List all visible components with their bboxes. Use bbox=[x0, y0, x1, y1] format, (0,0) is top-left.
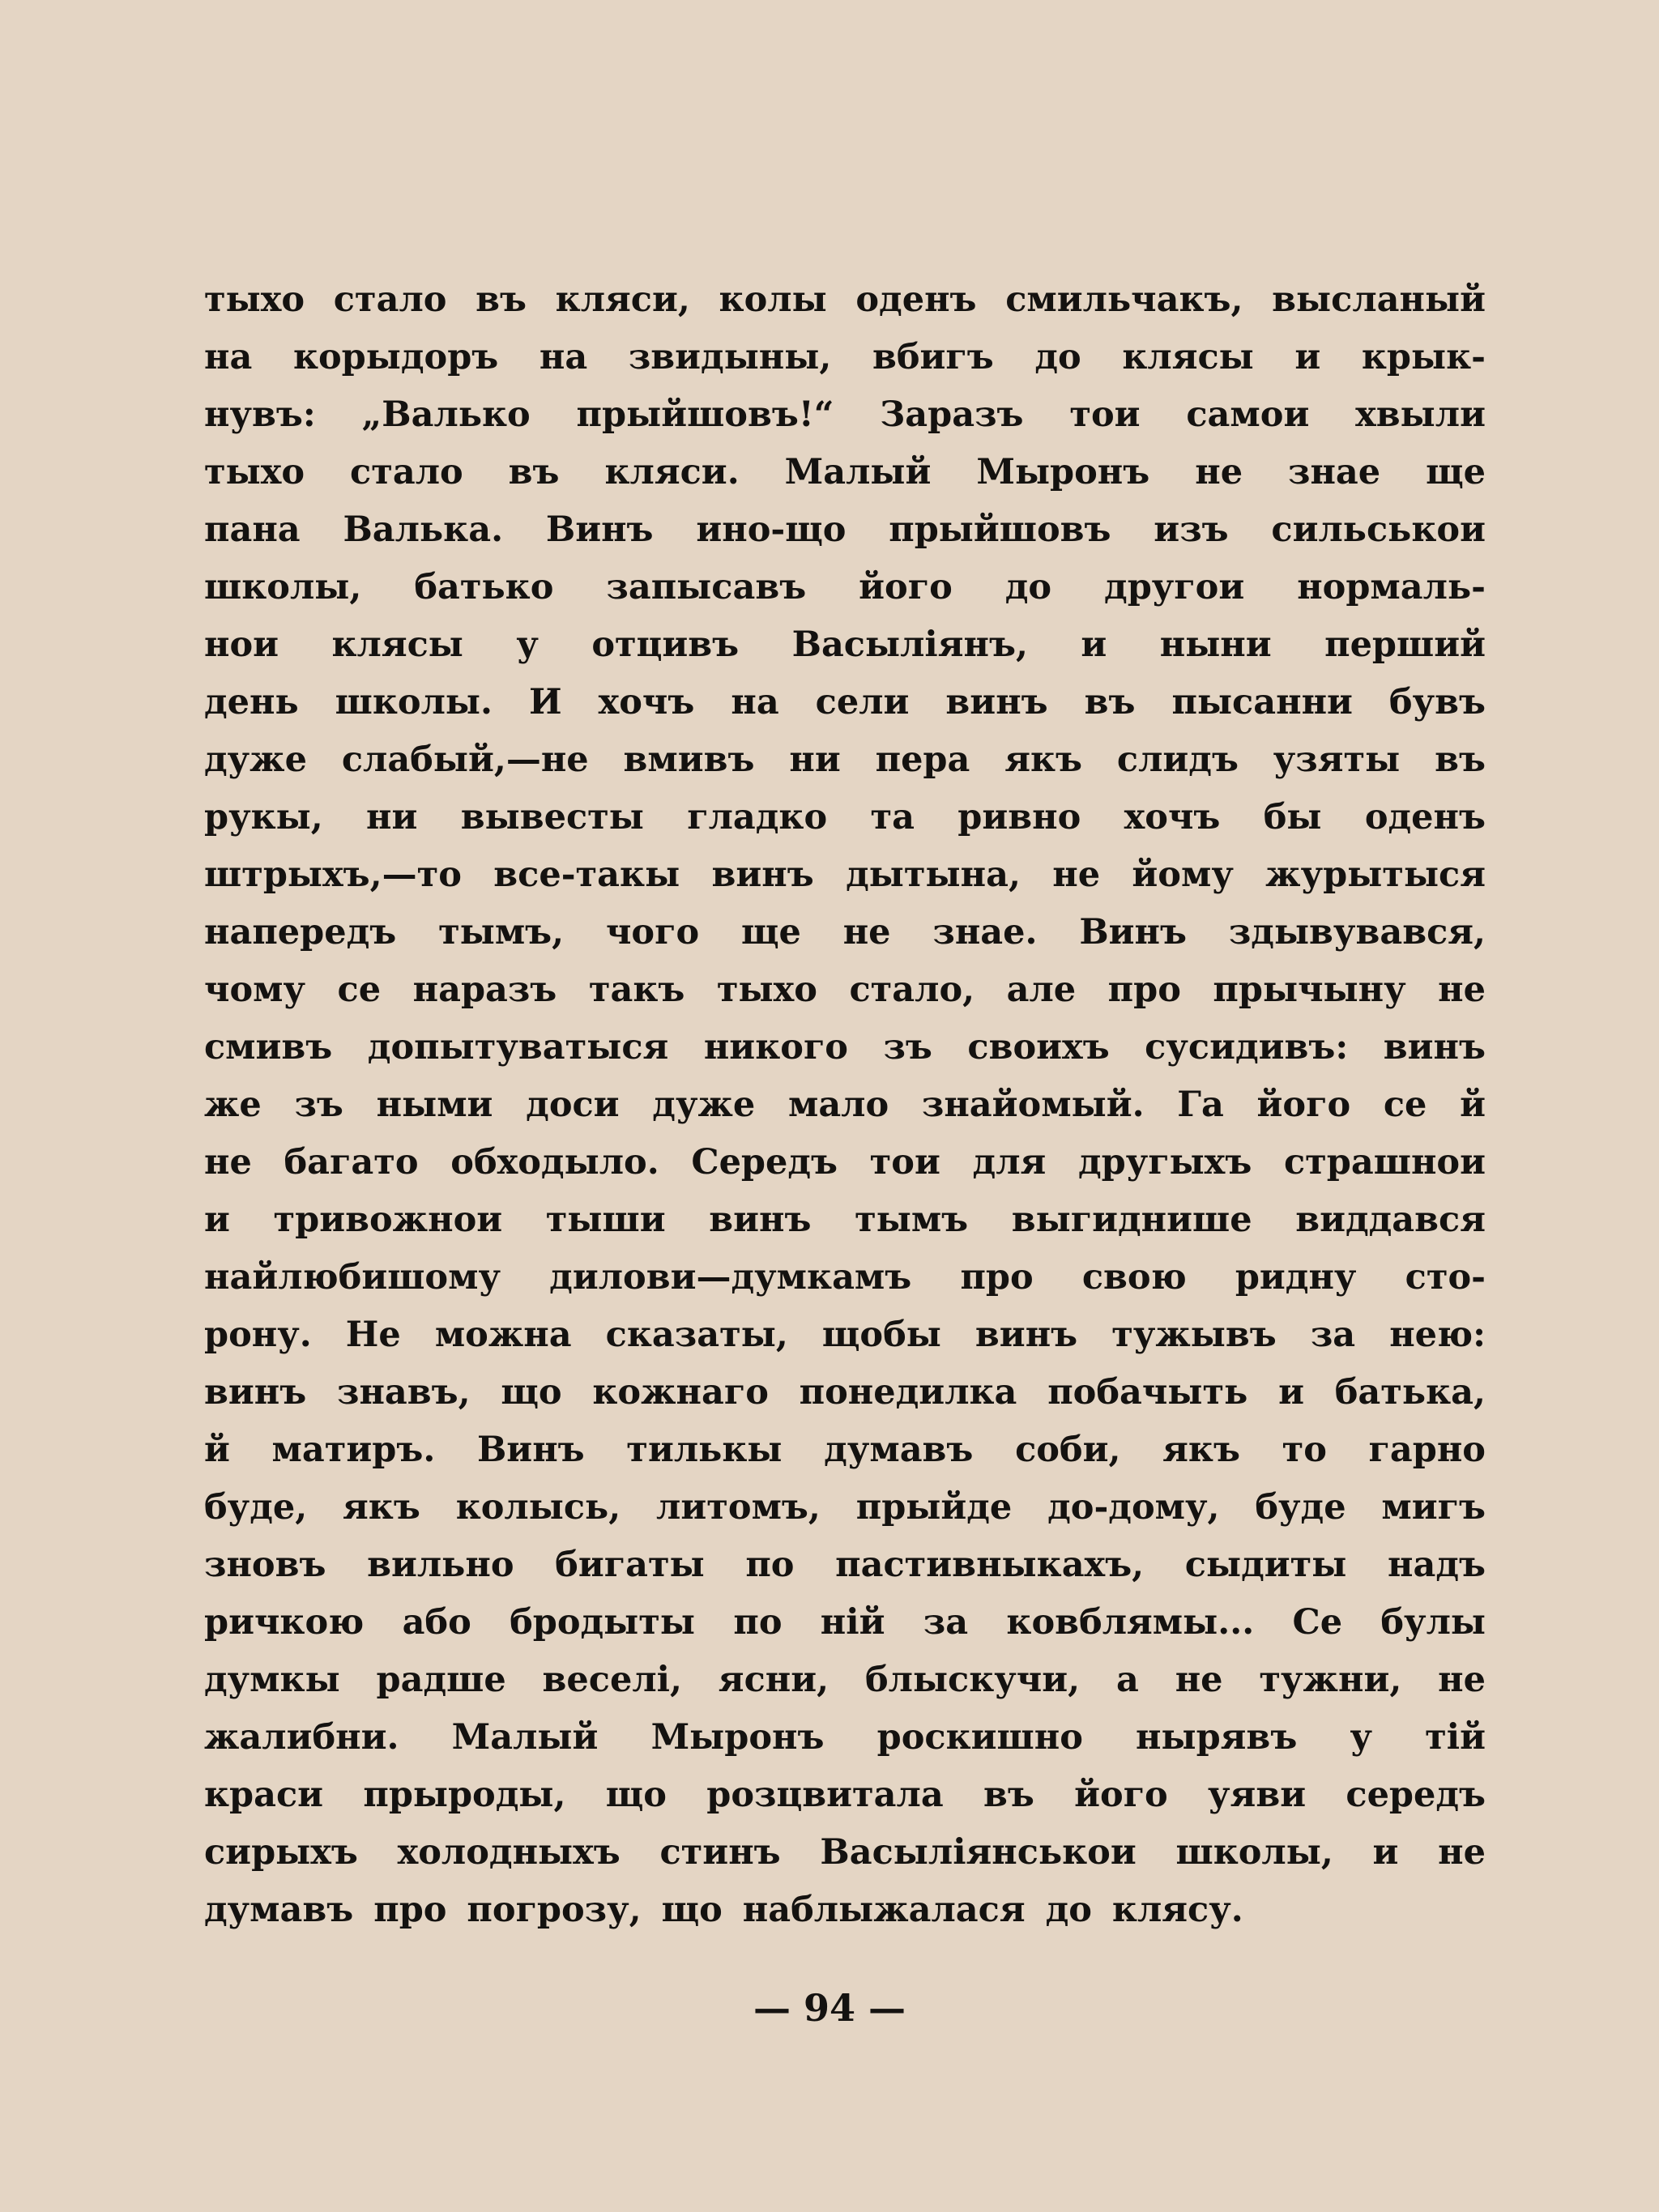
text-line: напередъ тымъ, чого ще не знае. Винъ здывувався, bbox=[204, 912, 1486, 953]
text-line: найлюбишому дилови—думкамъ про свою ридну сто- bbox=[204, 1257, 1486, 1298]
text-line: же зъ ными доси дуже мало знайомый. Га його се й bbox=[204, 1085, 1486, 1125]
text-line: на корыдоръ на звидыны, вбигъ до клясы и крык- bbox=[204, 337, 1486, 377]
text-line: не багато обходыло. Середъ тои для другыхъ страшнои bbox=[204, 1142, 1486, 1183]
text-line: тыхо стало въ кляси, колы оденъ смильчакъ, высланый bbox=[204, 279, 1486, 320]
text-line: краси прыроды, що розцвитала въ його уяви середъ bbox=[204, 1775, 1486, 1815]
text-line: рукы, ни вывесты гладко та ривно хочъ бы оденъ bbox=[204, 797, 1486, 837]
text-line: штрыхъ,—то все-такы винъ дытына, не йому журытыся bbox=[204, 855, 1486, 895]
text-line: думкы радше веселі, ясни, блыскучи, а не тужни, не bbox=[204, 1660, 1486, 1700]
text-line: буде, якъ колысь, литомъ, прыйде до-дому, буде мигъ bbox=[204, 1487, 1486, 1528]
text-line: чому се наразъ такъ тыхо стало, але про прычыну не bbox=[204, 970, 1486, 1010]
text-line: жалибни. Малый Мыронъ роскишно нырявъ у тій bbox=[204, 1717, 1486, 1758]
text-line: и тривожнои тыши винъ тымъ выгиднише виддався bbox=[204, 1200, 1486, 1240]
text-line: нувъ: „Валько прыйшовъ!“ Заразъ тои самои хвыли bbox=[204, 394, 1486, 435]
text-line: ричкою або бродыты по ній за ковблямы... Се булы bbox=[204, 1602, 1486, 1643]
text-line: пана Валька. Винъ ино-що прыйшовъ изъ сильськои bbox=[204, 509, 1486, 550]
page-number: — 94 — bbox=[753, 1986, 906, 2030]
text-line: нои клясы у отцивъ Васыліянъ, и ныни перший bbox=[204, 624, 1486, 665]
text-line: рону. Не можна сказаты, щобы винъ тужывъ за нею: bbox=[204, 1315, 1486, 1355]
text-line: день школы. И хочъ на сели винъ въ пысанни бувъ bbox=[204, 682, 1486, 722]
text-line-last: думавъ про погрозу, що наблыжалася до клясу. bbox=[204, 1890, 1243, 1930]
text-line: школы, батько запысавъ його до другои нормаль- bbox=[204, 567, 1486, 607]
text-line: смивъ допытуватыся никого зъ своихъ сусидивъ: винъ bbox=[204, 1027, 1486, 1068]
text-line: тыхо стало въ кляси. Малый Мыронъ не знае ще bbox=[204, 452, 1486, 492]
body-text bbox=[204, 271, 1486, 1939]
text-line: зновъ вильно бигаты по пастивныкахъ, сыдиты надъ bbox=[204, 1545, 1486, 1585]
text-line: дуже слабый,—не вмивъ ни пера якъ слидъ узяты въ bbox=[204, 739, 1486, 780]
text-line: винъ знавъ, що кожнаго понедилка побачыть и батька, bbox=[204, 1372, 1486, 1413]
text-line: й матиръ. Винъ тилькы думавъ соби, якъ то гарно bbox=[204, 1430, 1486, 1470]
text-line: сирыхъ холодныхъ стинъ Васыліянськои школы, и не bbox=[204, 1832, 1486, 1873]
